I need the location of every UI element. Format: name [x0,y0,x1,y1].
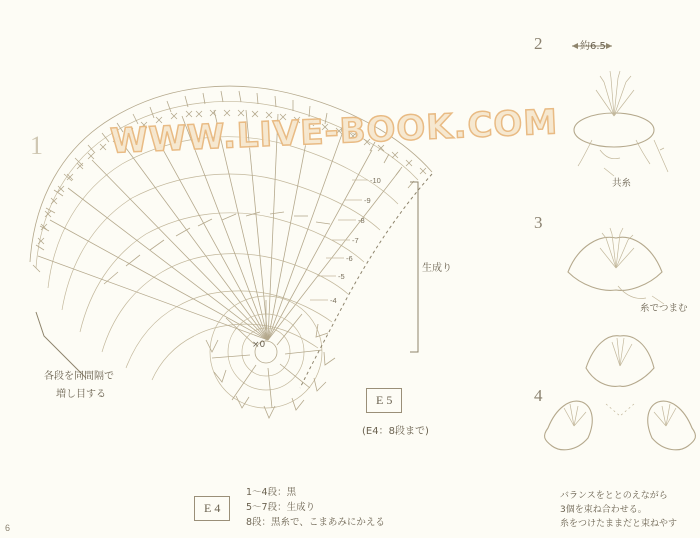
caption-itodetsumamu: 糸でつまむ [640,303,688,314]
measure-label: 約6.5 [580,41,606,52]
row-label-10: -10 [370,176,381,185]
row-label-6: -6 [346,254,353,263]
row-label-7: -7 [352,236,359,245]
step4-caption-2: 3個を束ね合わせる。 [560,505,647,515]
label-increase-line1: 各段を同間隔で [44,371,114,382]
box-e5: E 5 [366,388,402,413]
page-number: 6 [5,522,11,533]
figure-marker: 1 [30,131,43,160]
step4-caption-3: 糸をつけたままだと束ねやす [560,519,678,529]
e4-note-1: 1～4段：黒 [246,487,297,498]
step-number-2: 2 [534,34,543,53]
center-label: ×0 [252,340,266,350]
label-kinari: 生成り [422,263,452,274]
row-label-9: -9 [364,196,371,205]
step-number-3: 3 [534,213,543,232]
step4-caption-1: バランスをととのえながら [560,491,668,501]
row-label-5: -5 [338,272,345,281]
box-e4: E 4 [194,496,230,521]
row-label-8: -8 [358,216,365,225]
e4-note-3: 8段：黒糸で、こまあみにかえる [246,517,385,528]
box-e5-note: (E4：8段まで) [362,426,429,437]
label-increase-line2: 増し目する [56,389,106,400]
caption-tomoito: 共糸 [612,178,632,189]
e4-note-2: 5～7段：生成り [246,502,316,513]
step-number-4: 4 [534,386,543,405]
watermark: WWW.LIVE-BOOK.COM [109,102,559,162]
row-label-4: -4 [330,296,337,305]
